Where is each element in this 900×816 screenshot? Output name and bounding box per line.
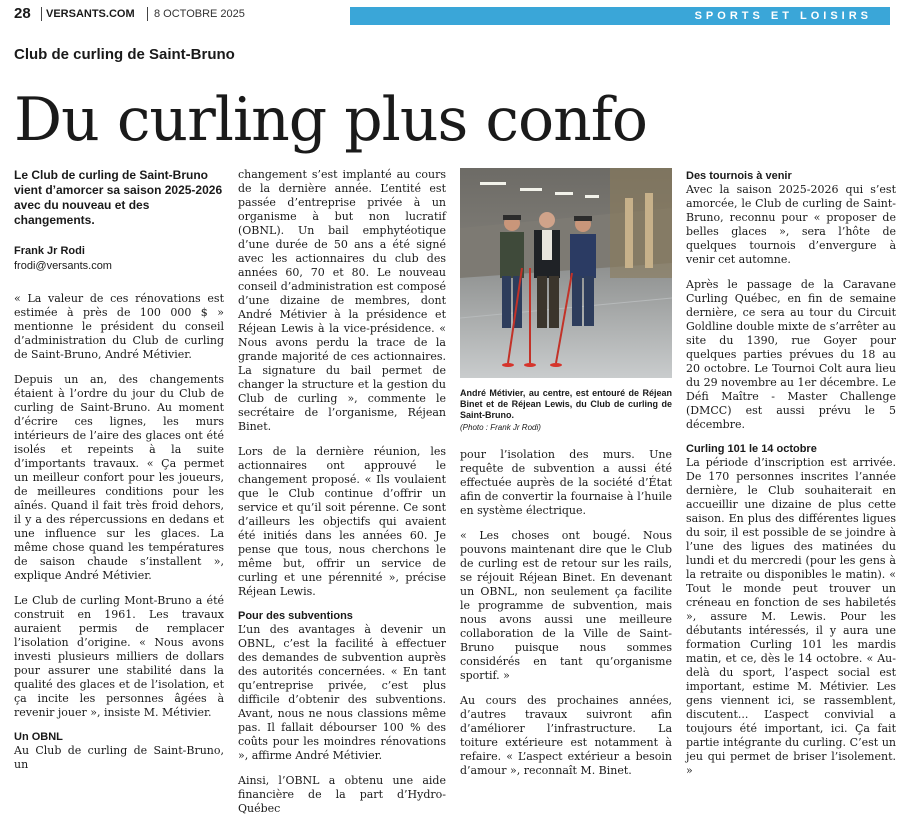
- section-banner: SPORTS ET LOISIRS: [350, 7, 890, 25]
- paragraph: Avec la saison 2025-2026 qui s’est amorcée, le Club de curling de Saint-Bruno, reconnu pour « proposer de belles glaces », sera l’hôte de quelques tournois d’envergure à venir cet automne.: [686, 183, 896, 266]
- paragraph: Depuis un an, des changements étaient à l’ordre du jour du Club de curling de Saint-Bruno. Au moment d’écrire ces lignes, les murs intérieurs de l’aire des glaces ont été isolés et repeints à la suite d’importants travaux. « Ça permet un meilleur confort pour les joueurs, de meilleures conditions pour les aînés. Quand il fait très froid dehors, il y a des répercussions en dedans et une influence sur les glaces. La même chose quand les températures de saison chaude s’installent », explique André Métivier.: [14, 373, 224, 582]
- article-headline: Du curling plus confo: [14, 85, 648, 155]
- subheading: Un OBNL: [14, 731, 63, 743]
- paragraph: changement s’est implanté au cours de la dernière année. L’entité est passée d’entreprise privée à un organisme à but non lucratif (OBNL). Un bail emphytéotique d’une durée de 50 ans a été signé avec les actionnaires du club des années 60, 70 et 80. Le nouveau conseil d’administration est composé d’une dizaine de membres, dont André Métivier à la présidence et Réjean Lewis à la vice-présidence. « Nous avons perdu la trace de la grande majorité de ces actionnaires. La signature du bail permet de changer la structure et la gestion du Club de curling », commente le secrétaire de l’organisme, Réjean Binet.: [238, 168, 446, 433]
- photo-credit: (Photo : Frank Jr Rodi): [460, 423, 541, 432]
- page-header: [14, 4, 894, 26]
- subheading: Curling 101 le 14 octobre: [686, 443, 817, 455]
- paragraph: Ainsi, l’OBNL a obtenu une aide financière de la part d’Hydro-Québec: [238, 774, 446, 815]
- author-name: Frank Jr Rodi: [14, 245, 85, 257]
- paragraph: Au cours des prochaines années, d’autres travaux suivront afin d’améliorer l’infrastructure. La toiture extérieure est notamment à refaire. « L’aspect extérieur a besoin d’amour », reconnaît M. Binet.: [460, 694, 672, 777]
- paragraph: « Les choses ont bougé. Nous pouvons maintenant dire que le Club de curling est de retour sur les rails, se réjouit Réjean Binet. En devenant un OBNL, non seulement ça facilite le programme de subvention, mais nous avons aussi une meilleure collaboration de la Ville de Saint-Bruno puisque nous sommes considérés en tant qu’organisme sportif. »: [460, 529, 672, 682]
- paragraph: pour l’isolation des murs. Une requête de subvention a aussi été effectuée auprès de la société d’État afin de convertir la fournaise à l’huile en système électrique.: [460, 448, 672, 517]
- column-1: [14, 168, 224, 771]
- curling-club-photo: [460, 168, 672, 378]
- paragraph: Après le passage de la Caravane Curling Québec, en fin de semaine dernière, ce sera au tour du Circuit Goldline double mixte de s’arrêter au site du 1390, rue Goyer pour quelques parties prévues du 18 au 20 octobre. Le Tournoi Colt aura lieu du 29 novembre au 1er décembre. Le Défi Maître - Master Challenge (DMCC) est aussi prévu le 5 décembre.: [686, 278, 896, 431]
- paragraph: L’un des avantages à devenir un OBNL, c’est la facilité à effectuer des demandes de subvention auprès des autorités concernées. « En tant qu’entreprise privée, c’est plus difficile d’obtenir des subventions. Avant, nous ne nous classions même pas. Il fallait débourser 100 % des coûts pour les moindres rénovations », affirme André Métivier.: [238, 623, 446, 762]
- paragraph: Lors de la dernière réunion, les actionnaires ont approuvé le changement proposé. « Ils voulaient que le Club continue d’offrir un service et qu’il soit pérenne. Ce sont d’ailleurs les objectifs qui avaient été initiés dans les années 60. Je pense que tous, nous cherchons le même but, offrir un service de curling et une pérennité », précise Réjean Lewis.: [238, 445, 446, 598]
- column-4: [686, 168, 896, 777]
- paragraph: Le Club de curling Mont-Bruno a été construit en 1961. Les travaux auraient permis de remplacer l’isolation d’origine. « Nous avons investi plusieurs milliers de dollars pour assurer une stabilité dans la qualité des glaces et de l’isolation, et ça incite les personnes âgées à revenir jouer », insiste M. Métivier.: [14, 594, 224, 719]
- column-3: [460, 168, 672, 777]
- paragraph: « La valeur de ces rénovations est estimée à près de 100 000 $ » mentionne le président du conseil d’administration du Club de curling de Saint-Bruno, André Métivier.: [14, 292, 224, 361]
- issue-date: 8 OCTOBRE 2025: [154, 8, 245, 20]
- paragraph: La période d’inscription est arrivée. De 170 personnes inscrites l’année dernière, le Club souhaiterait en accueillir une dizaine de plus cette saison. En plus des différentes ligues du soir, il est possible de se joindre à l’une des ligues des matinées du lundi et du mercredi (pour les gens à la retraite ou disponibles le matin). « Tout le monde peut trouver un créneau en fonction de ses habiletés », assure M. Lewis. Pour les débutants intéressés, il y aura une formation Curling 101 les mardis matin, et ce, dès le 14 octobre. « Au-delà du sport, l’aspect social est important, estime M. Métivier. Les gens viennent ici, se rassemblent, discutent... L’aspect convivial a toujours été important, ici. Ça fait partie intégrante du curling. C’est un jeu qui permet de briser l’isolement. »: [686, 456, 896, 777]
- divider: [41, 7, 42, 21]
- article-kicker: Club de curling de Saint-Bruno: [14, 46, 235, 63]
- photo-caption: André Métivier, au centre, est entouré de Réjean Binet et de Réjean Lewis, du Club de curling de Saint-Bruno.: [460, 388, 672, 420]
- column-2: [238, 168, 446, 815]
- subheading: Des tournois à venir: [686, 170, 792, 182]
- site-name: VERSANTS.COM: [46, 8, 135, 20]
- article-lead: Le Club de curling de Saint-Bruno vient d’amorcer sa saison 2025-2026 avec du nouveau et des changements.: [14, 168, 223, 227]
- paragraph: Au Club de curling de Saint-Bruno, un: [14, 744, 224, 771]
- page-number: 28: [14, 5, 31, 22]
- author-email: frodi@versants.com: [14, 260, 112, 272]
- divider: [147, 7, 148, 21]
- subheading: Pour des subventions: [238, 610, 353, 622]
